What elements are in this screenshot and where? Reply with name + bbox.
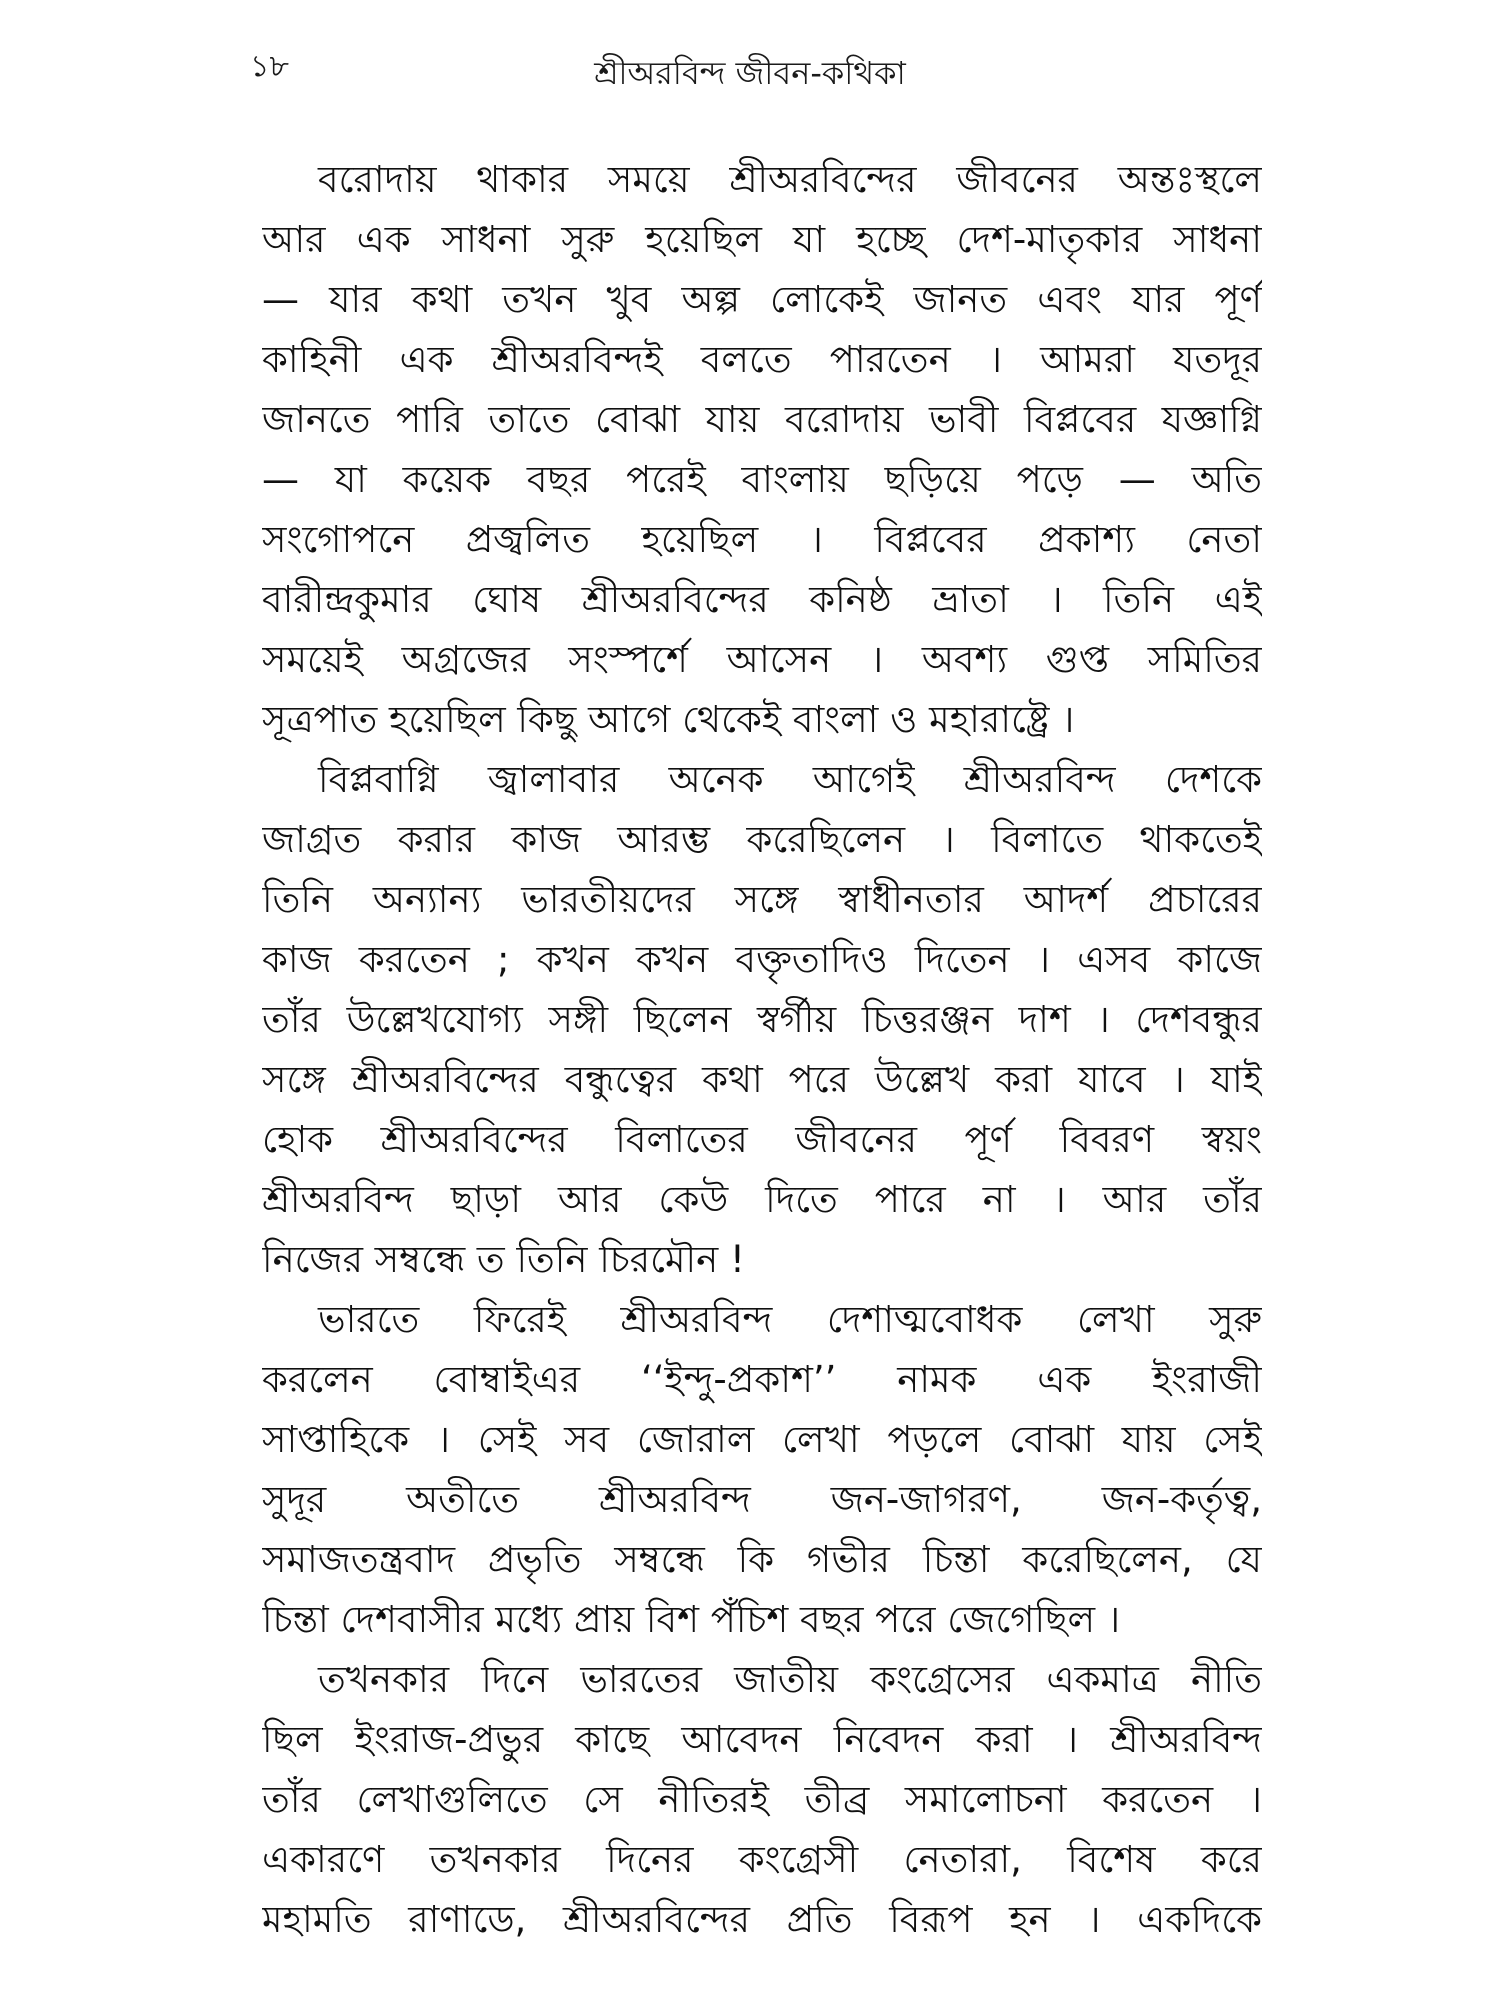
text-line: আর এক সাধনা সুরু হয়েছিল যা হচ্ছে দেশ-মাতৃকার সাধনা (262, 218, 1262, 261)
text-line: হোক শ্রীঅরবিন্দের বিলাতের জীবনের পূর্ণ বিবরণ স্বয়ং (262, 1118, 1262, 1161)
text-line: সমাজতন্ত্রবাদ প্রভৃতি সম্বন্ধে কি গভীর চিন্তা করেছিলেন, যে (262, 1538, 1262, 1581)
text-line: বিপ্লবাগ্নি জ্বালাবার অনেক আগেই শ্রীঅরবিন্দ দেশকে (318, 758, 1262, 801)
text-line: সময়েই অগ্রজের সংস্পর্শে আসেন । অবশ্য গুপ্ত সমিতির (262, 638, 1262, 681)
page-number: ১৮ (250, 49, 289, 84)
text-line: জানতে পারি তাতে বোঝা যায় বরোদায় ভাবী বিপ্লবের যজ্ঞাগ্নি (262, 398, 1262, 441)
text-line: তখনকার দিনে ভারতের জাতীয় কংগ্রেসের একমাত্র নীতি (318, 1658, 1262, 1701)
text-line: সূত্রপাত হয়েছিল কিছু আগে থেকেই বাংলা ও মহারাষ্ট্রে । (262, 698, 1075, 741)
text-line: তাঁর লেখাগুলিতে সে নীতিরই তীব্র সমালোচনা করতেন । (262, 1778, 1262, 1821)
text-line: শ্রীঅরবিন্দ ছাড়া আর কেউ দিতে পারে না । আর তাঁর (262, 1178, 1262, 1221)
text-line: বরোদায় থাকার সময়ে শ্রীঅরবিন্দের জীবনের অন্তঃস্থলে (318, 158, 1262, 201)
text-line: কাজ করতেন ; কখন কখন বক্তৃতাদিও দিতেন । এসব কাজে (262, 938, 1262, 981)
text-line: সাপ্তাহিকে । সেই সব জোরাল লেখা পড়লে বোঝা যায় সেই (262, 1418, 1262, 1461)
text-line: সঙ্গে শ্রীঅরবিন্দের বন্ধুত্বের কথা পরে উল্লেখ করা যাবে । যাই (262, 1058, 1262, 1101)
text-line: সংগোপনে প্রজ্বলিত হয়েছিল । বিপ্লবের প্রকাশ্য নেতা (262, 518, 1262, 561)
text-line: জাগ্রত করার কাজ আরম্ভ করেছিলেন । বিলাতে থাকতেই (262, 818, 1262, 861)
body-text (262, 150, 1262, 1950)
text-line: বারীন্দ্রকুমার ঘোষ শ্রীঅরবিন্দের কনিষ্ঠ ভ্রাতা । তিনি এই (262, 578, 1262, 621)
text-line: ছিল ইংরাজ-প্রভুর কাছে আবেদন নিবেদন করা । শ্রীঅরবিন্দ (262, 1718, 1262, 1761)
text-line: তিনি অন্যান্য ভারতীয়দের সঙ্গে স্বাধীনতার আদর্শ প্রচারের (262, 878, 1262, 921)
text-line: নিজের সম্বন্ধে ত তিনি চিরমৌন ! (262, 1238, 745, 1281)
text-line: করলেন বোম্বাইএর ‘‘ইন্দু-প্রকাশ’’ নামক এক ইংরাজী (262, 1358, 1262, 1401)
text-line: কাহিনী এক শ্রীঅরবিন্দই বলতে পারতেন । আমরা যতদূর (262, 338, 1262, 381)
text-line: চিন্তা দেশবাসীর মধ্যে প্রায় বিশ পঁচিশ বছর পরে জেগেছিল । (262, 1598, 1121, 1641)
running-header-title: শ্রীঅরবিন্দ জীবন-কথিকা (594, 54, 906, 92)
text-line: — যার কথা তখন খুব অল্প লোকেই জানত এবং যার পূর্ণ (262, 278, 1262, 321)
text-line: মহামতি রাণাডে, শ্রীঅরবিন্দের প্রতি বিরূপ হন । একদিকে (262, 1898, 1262, 1941)
text-line: একারণে তখনকার দিনের কংগ্রেসী নেতারা, বিশেষ করে (262, 1838, 1262, 1881)
text-line: তাঁর উল্লেখযোগ্য সঙ্গী ছিলেন স্বর্গীয় চিত্তরঞ্জন দাশ । দেশবন্ধুর (262, 998, 1262, 1041)
text-line: ভারতে ফিরেই শ্রীঅরবিন্দ দেশাত্মবোধক লেখা সুরু (318, 1298, 1262, 1341)
text-line: — যা কয়েক বছর পরেই বাংলায় ছড়িয়ে পড়ে — অতি (262, 458, 1262, 501)
text-line: সুদূর অতীতে শ্রীঅরবিন্দ জন-জাগরণ, জন-কর্তৃত্ব, (262, 1478, 1262, 1521)
